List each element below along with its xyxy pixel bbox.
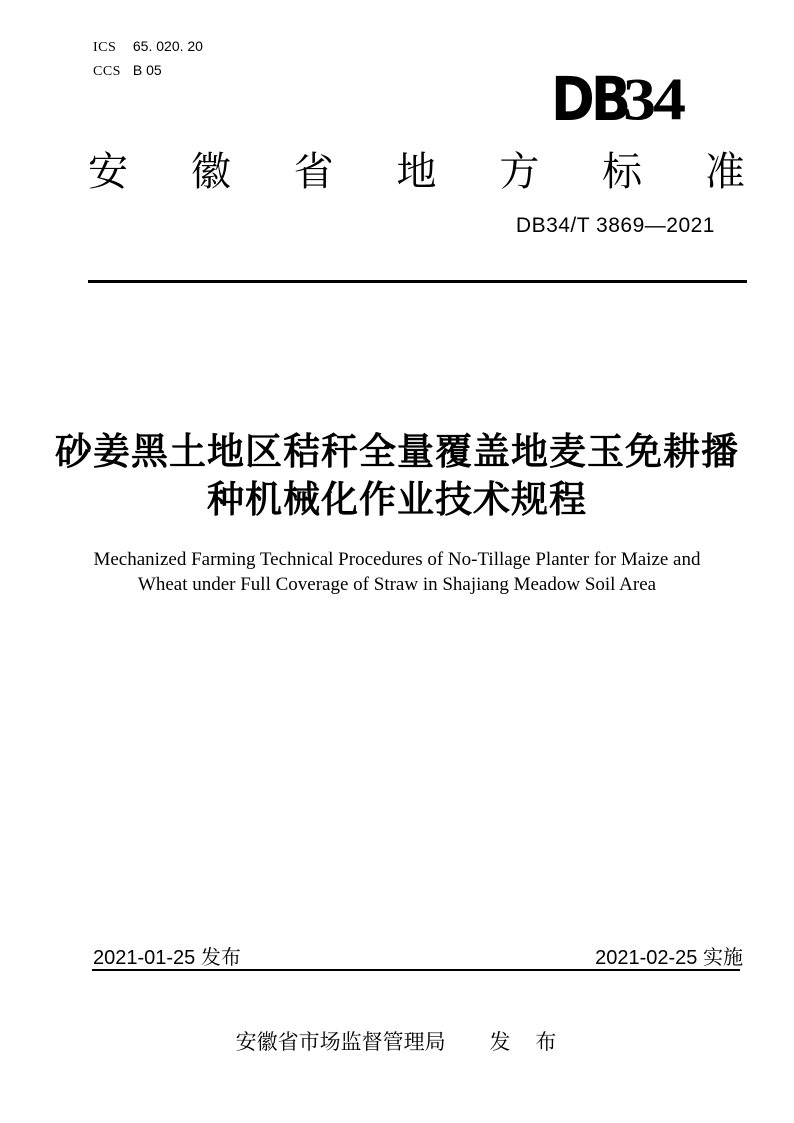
issue-date: 2021-01-25 发布 <box>93 947 241 969</box>
publisher-row <box>0 1026 794 1056</box>
subtitle-english-line1: Mechanized Farming Technical Procedures of No-Tillage Planter for Maize and <box>93 549 701 570</box>
db34-logo <box>532 64 683 135</box>
standard-number: DB34/T 3869—2021 <box>515 214 715 237</box>
header-divider-rule <box>88 280 747 283</box>
ccs-value: B 05 <box>132 62 162 78</box>
heading-char: 地 <box>396 150 437 194</box>
implementation-date: 2021-02-25 实施 <box>595 947 743 969</box>
document-title <box>0 428 794 524</box>
heading-char: 标 <box>602 150 643 194</box>
publisher-action: 发 布 <box>489 1031 559 1054</box>
ccs-label: CCS <box>93 64 121 79</box>
dates-row <box>93 941 743 970</box>
heading-char: 方 <box>499 150 540 194</box>
ics-label: ICS <box>93 40 117 55</box>
db34-logo-region-code: 34 <box>623 65 683 134</box>
classification-codes <box>93 35 203 83</box>
ccs-code-row <box>93 59 203 83</box>
ics-value: 65. 020. 20 <box>132 38 203 54</box>
heading-char: 省 <box>293 150 334 194</box>
ics-code-row <box>93 35 203 59</box>
document-subtitle-english <box>0 547 794 597</box>
heading-char: 徽 <box>190 150 231 194</box>
heading-char: 准 <box>704 150 745 194</box>
publisher-name: 安徽省市场监督管理局 <box>235 1031 446 1054</box>
subtitle-english-line2: Wheat under Full Coverage of Straw in Shajiang Meadow Soil Area <box>137 574 657 595</box>
document-title-line1: 砂姜黑土地区秸秆全量覆盖地麦玉免耕播 <box>55 431 739 472</box>
heading-char: 安 <box>88 150 128 194</box>
document-title-line2: 种机械化作业技术规程 <box>207 479 587 520</box>
db34-logo-prefix: DB <box>550 64 627 135</box>
footer-divider-rule <box>92 969 740 971</box>
standard-category-heading <box>88 146 745 198</box>
